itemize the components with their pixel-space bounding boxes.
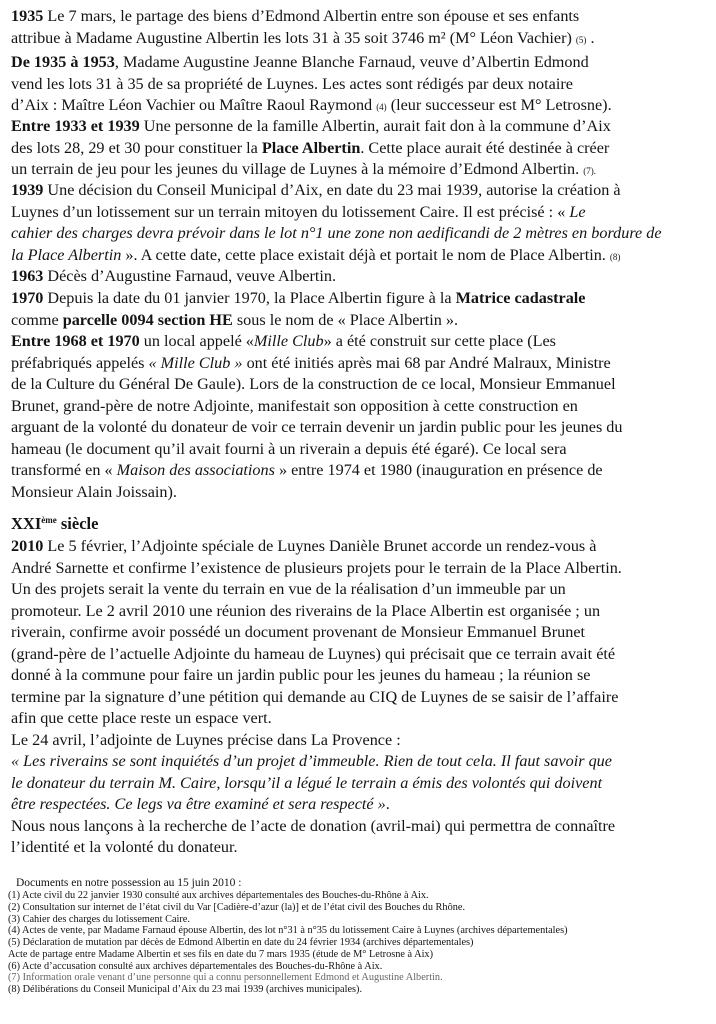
press-quote: « Les riverains se sont inquiétés d’un projet d’immeuble. Rien de tout cela. Il faut savoir que: [11, 752, 612, 770]
document-item: (4) Actes de vente, par Madame Farnaud épouse Albertin, des lot n°31 à n°35 du lotissement Caire à Luynes (archives départementales): [8, 925, 568, 937]
document-item: (5) Déclaration de mutation par décès de Edmond Albertin en date du 24 février 1934 (archives départementales): [8, 937, 474, 948]
footnote-ref: (5): [575, 34, 587, 45]
paragraph-1970: 1970 Depuis la date du 01 janvier 1970, la Place Albertin figure à la Matrice cadastrale comme parcelle 0094 section HE sous le nom de « Place Albertin ».: [11, 289, 586, 329]
year-1963: 1963: [11, 267, 44, 285]
century-heading: XXIème siècle: [11, 514, 99, 533]
year-1939: 1939: [11, 181, 44, 199]
document-item: (2) Consultation sur internet de l’état civil du Var [Cadière-d’azur (la)] et de l’état civil des Bouches du Rhône.: [8, 901, 466, 913]
paragraph-1968-1970: Entre 1968 et 1970 un local appelé «Mille Club» a été construit sur cette place (Les préfabriqués appelés « Mille Club » ont été initiés après mai 68 par André Malraux, Ministre de la Culture du Général De Gaule). Lors de la construction de ce local, Monsieur Emmanuel Brunet, grand-père de notre Adjointe, manifestait son opposition à cette construction en arguant de la volonté du donateur de voir ce terrain devenir un jardin public pour les jeunes du hameau (le document qu’il avait fourni à un riverain a depuis été égaré). Ce local sera transformé en « Maison des associations » entre 1974 et 1980 (inauguration en présence de Monsieur Alain Joissain).: [11, 332, 623, 501]
document-item: (3) Cahier des charges du lotissement Caire.: [8, 913, 190, 925]
paragraph-1939: 1939 Une décision du Conseil Municipal d’Aix, en date du 23 mai 1939, autorise la création à Luynes d’un lotissement sur un terrain mitoyen du lotissement Caire. Il est précisé : « Le cahier des charges devra prévoir dans le lot n°1 une zone non aedificandi de 2 mètres en bordure de la Place Albertin ». A cette date, cette place existait déjà et portait le nom de Place Albertin. (8): [11, 181, 662, 264]
year-2010: 2010: [11, 537, 44, 555]
footnote-ref: (7).: [583, 166, 596, 176]
footnote-ref: (8): [609, 251, 621, 262]
footnote-ref: (4): [376, 102, 387, 112]
document-item: (6) Acte d’accusation consulté aux archives départementales des Bouches-du-Rhône à Aix.: [8, 960, 383, 972]
paragraph-1933-1939: Entre 1933 et 1939 Une personne de la famille Albertin, aurait fait don à la commune d’Aix des lots 28, 29 et 30 pour constituer la Place Albertin. Cette place aurait été destinée à créer un terrain de jeu pour les jeunes du village de Luynes à la mémoire d’Edmond Albertin. (7).: [11, 117, 611, 178]
document-item: (7) Information orale venant d’une personne qui a connu personnellement Edmond et Augustine Albertin.: [8, 972, 443, 984]
paragraph-1963: 1963 Décès d’Augustine Farnaud, veuve Albertin.: [11, 267, 337, 285]
period-heading: Entre 1968 et 1970: [11, 332, 140, 350]
documents-title: Documents en notre possession au 15 juin 2010 :: [16, 877, 242, 889]
document-item: (1) Acte civil du 22 janvier 1930 consulté aux archives départementales des Bouches-du-Rhône à Aix.: [8, 890, 429, 901]
documents-list: [0, 877, 716, 996]
period-heading: De 1935 à 1953: [11, 53, 115, 71]
year-1935: 1935: [11, 7, 44, 25]
paragraph-1935: 1935 Le 7 mars, le partage des biens d’Edmond Albertin entre son épouse et ses enfants attribue à Madame Augustine Albertin les lots 31 à 35 soit 3746 m² (M° Léon Vachier) (5) .: [11, 7, 595, 47]
document-item: (8) Délibérations du Conseil Municipal d’Aix du 23 mai 1939 (archives municipales).: [8, 984, 363, 995]
year-1970: 1970: [11, 289, 44, 307]
document-item: Acte de partage entre Madame Albertin et ses fils en date du 7 mars 1935 (étude de M° Letrosne à Aix): [8, 948, 434, 960]
paragraph-1935-1953: De 1935 à 1953, Madame Augustine Jeanne Blanche Farnaud, veuve d’Albertin Edmond vend les lots 31 à 35 de sa propriété de Luynes. Les actes sont rédigés par deux notaire d’Aix : Maître Léon Vachier ou Maître Raoul Raymond (4) (leur successeur est M° Letrosne).: [11, 53, 612, 114]
period-heading: Entre 1933 et 1939: [11, 117, 140, 135]
paragraph-2010: 2010 Le 5 février, l’Adjointe spéciale de Luynes Danièle Brunet accorde un rendez-vous à André Sarnette et confirme l’existence de plusieurs projets pour le terrain de la Place Albertin. Un des projets serait la vente du terrain en vue de la réalisation d’un immeuble par un promoteur. Le 2 avril 2010 une réunion des riverains de la Place Albertin est organisée ; un riverain, confirme avoir possédé un document provenant de Monsieur Emmanuel Brunet (grand-père de l’actuelle Adjointe du hameau de Luynes) qui précisait que ce terrain avait été donné à la commune pour faire un jardin public pour les jeunes du hameau ; la réunion se termine par la signature d’une pétition qui demande au CIQ de Luynes de se saisir de l’affaire afin que cette place reste un espace vert. Le 24 avril, l’adjointe de Luynes précise dans La Provence : « Les riverains se sont inquiétés d’un projet d’immeuble. Rien de tout cela. Il faut savoir que le donateur du terrain M. Caire, lorsqu’il a légué le terrain a émis des volontés qui doivent être respectées. Ce legs va être examiné et sera respecté ». Nous nous lançons à la recherche de l’acte de donation (avril-mai) qui permettra de connaître l’identité et la volonté du donateur.: [0, 536, 716, 859]
